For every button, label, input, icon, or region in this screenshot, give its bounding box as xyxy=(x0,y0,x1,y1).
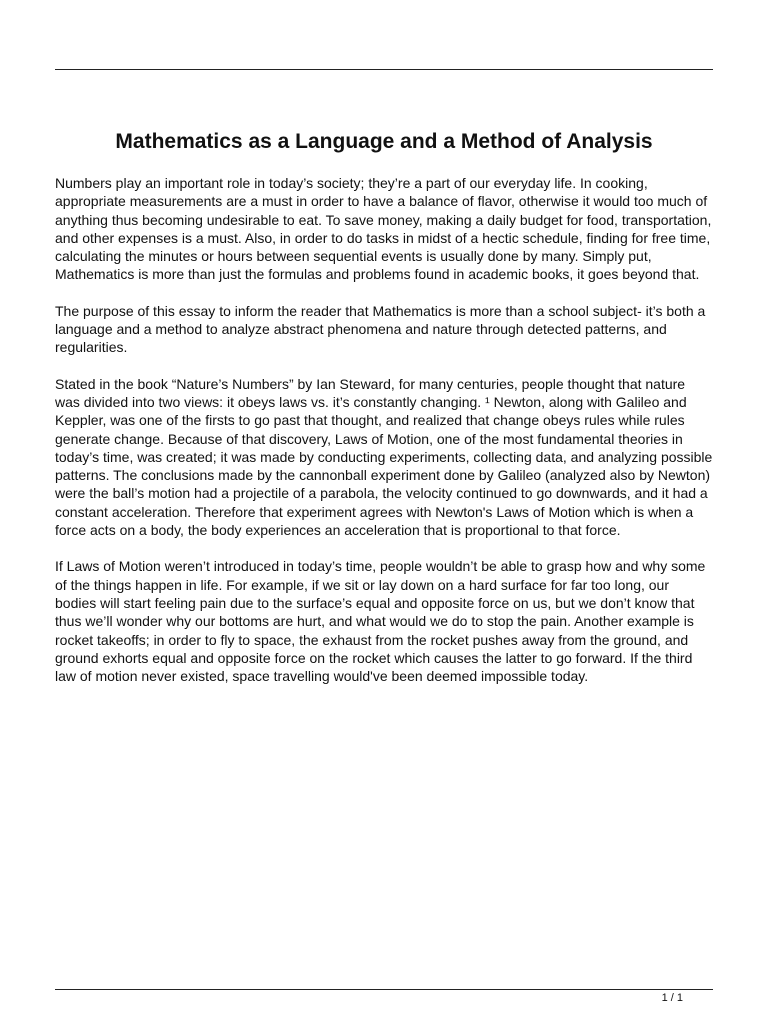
paragraph-3: Stated in the book “Nature’s Numbers” by Ian Steward, for many centuries, people thought that nature was divided into two views: it obeys laws vs. it’s constantly changing. ¹ Newton, along with Galileo and Keppler, was one of the firsts to go past that thought, and realized that change obeys rules while rules generate change. Because of that discovery, Laws of Motion, one of the most fundamental theories in today’s time, was created; it was made by conducting experiments, collecting data, and analyzing possible patterns. The conclusions made by the cannonball experiment done by Galileo (analyzed also by Newton) were the ball’s motion had a projectile of a parabola, the velocity continued to go downwards, and it had a constant acceleration. Therefore that experiment agrees with Newton's Laws of Motion which is when a force acts on a body, the body experiences an acceleration that is proportional to that force. xyxy=(55,375,713,539)
document-title: Mathematics as a Language and a Method of Analysis xyxy=(115,130,653,153)
paragraph-1: Numbers play an important role in today’s society; they’re a part of our everyday life. In cooking, appropriate measurements are a must in order to have a balance of flavor, otherwise it would too much of anything thus becoming undesirable to eat. To save money, making a daily budget for food, transportation, and other expenses is a must. Also, in order to do tasks in midst of a hectic schedule, finding for free time, calculating the minutes or hours between sequential events is usually done by many. Simply put, Mathematics is more than just the formulas and problems found in academic books, it goes beyond that. xyxy=(55,175,712,283)
page-number: 1 / 1 xyxy=(661,992,683,1004)
paragraph-4: If Laws of Motion weren’t introduced in today’s time, people wouldn’t be able to grasp how and why some of the things happen in life. For example, if we sit or lay down on a hard surface for far too long, our bodies will start feeling pain due to the surface’s equal and opposite force on us, but we don’t know that thus we’ll wonder why our bottoms are hurt, and what would we do to stop the pain. Another example is rocket takeoffs; in order to fly to space, the exhaust from the rocket pushes away from the ground, and ground exhorts equal and opposite force on the rocket which causes the latter to go forward. If the third law of motion never existed, space travelling would've been deemed impossible today. xyxy=(55,558,706,685)
document-body xyxy=(55,174,713,703)
header-divider xyxy=(55,69,713,70)
paragraph-2: The purpose of this essay to inform the reader that Mathematics is more than a school subject- it’s both a language and a method to analyze abstract phenomena and nature through detected patterns, and regularities. xyxy=(55,302,706,356)
footer-divider xyxy=(55,989,713,990)
